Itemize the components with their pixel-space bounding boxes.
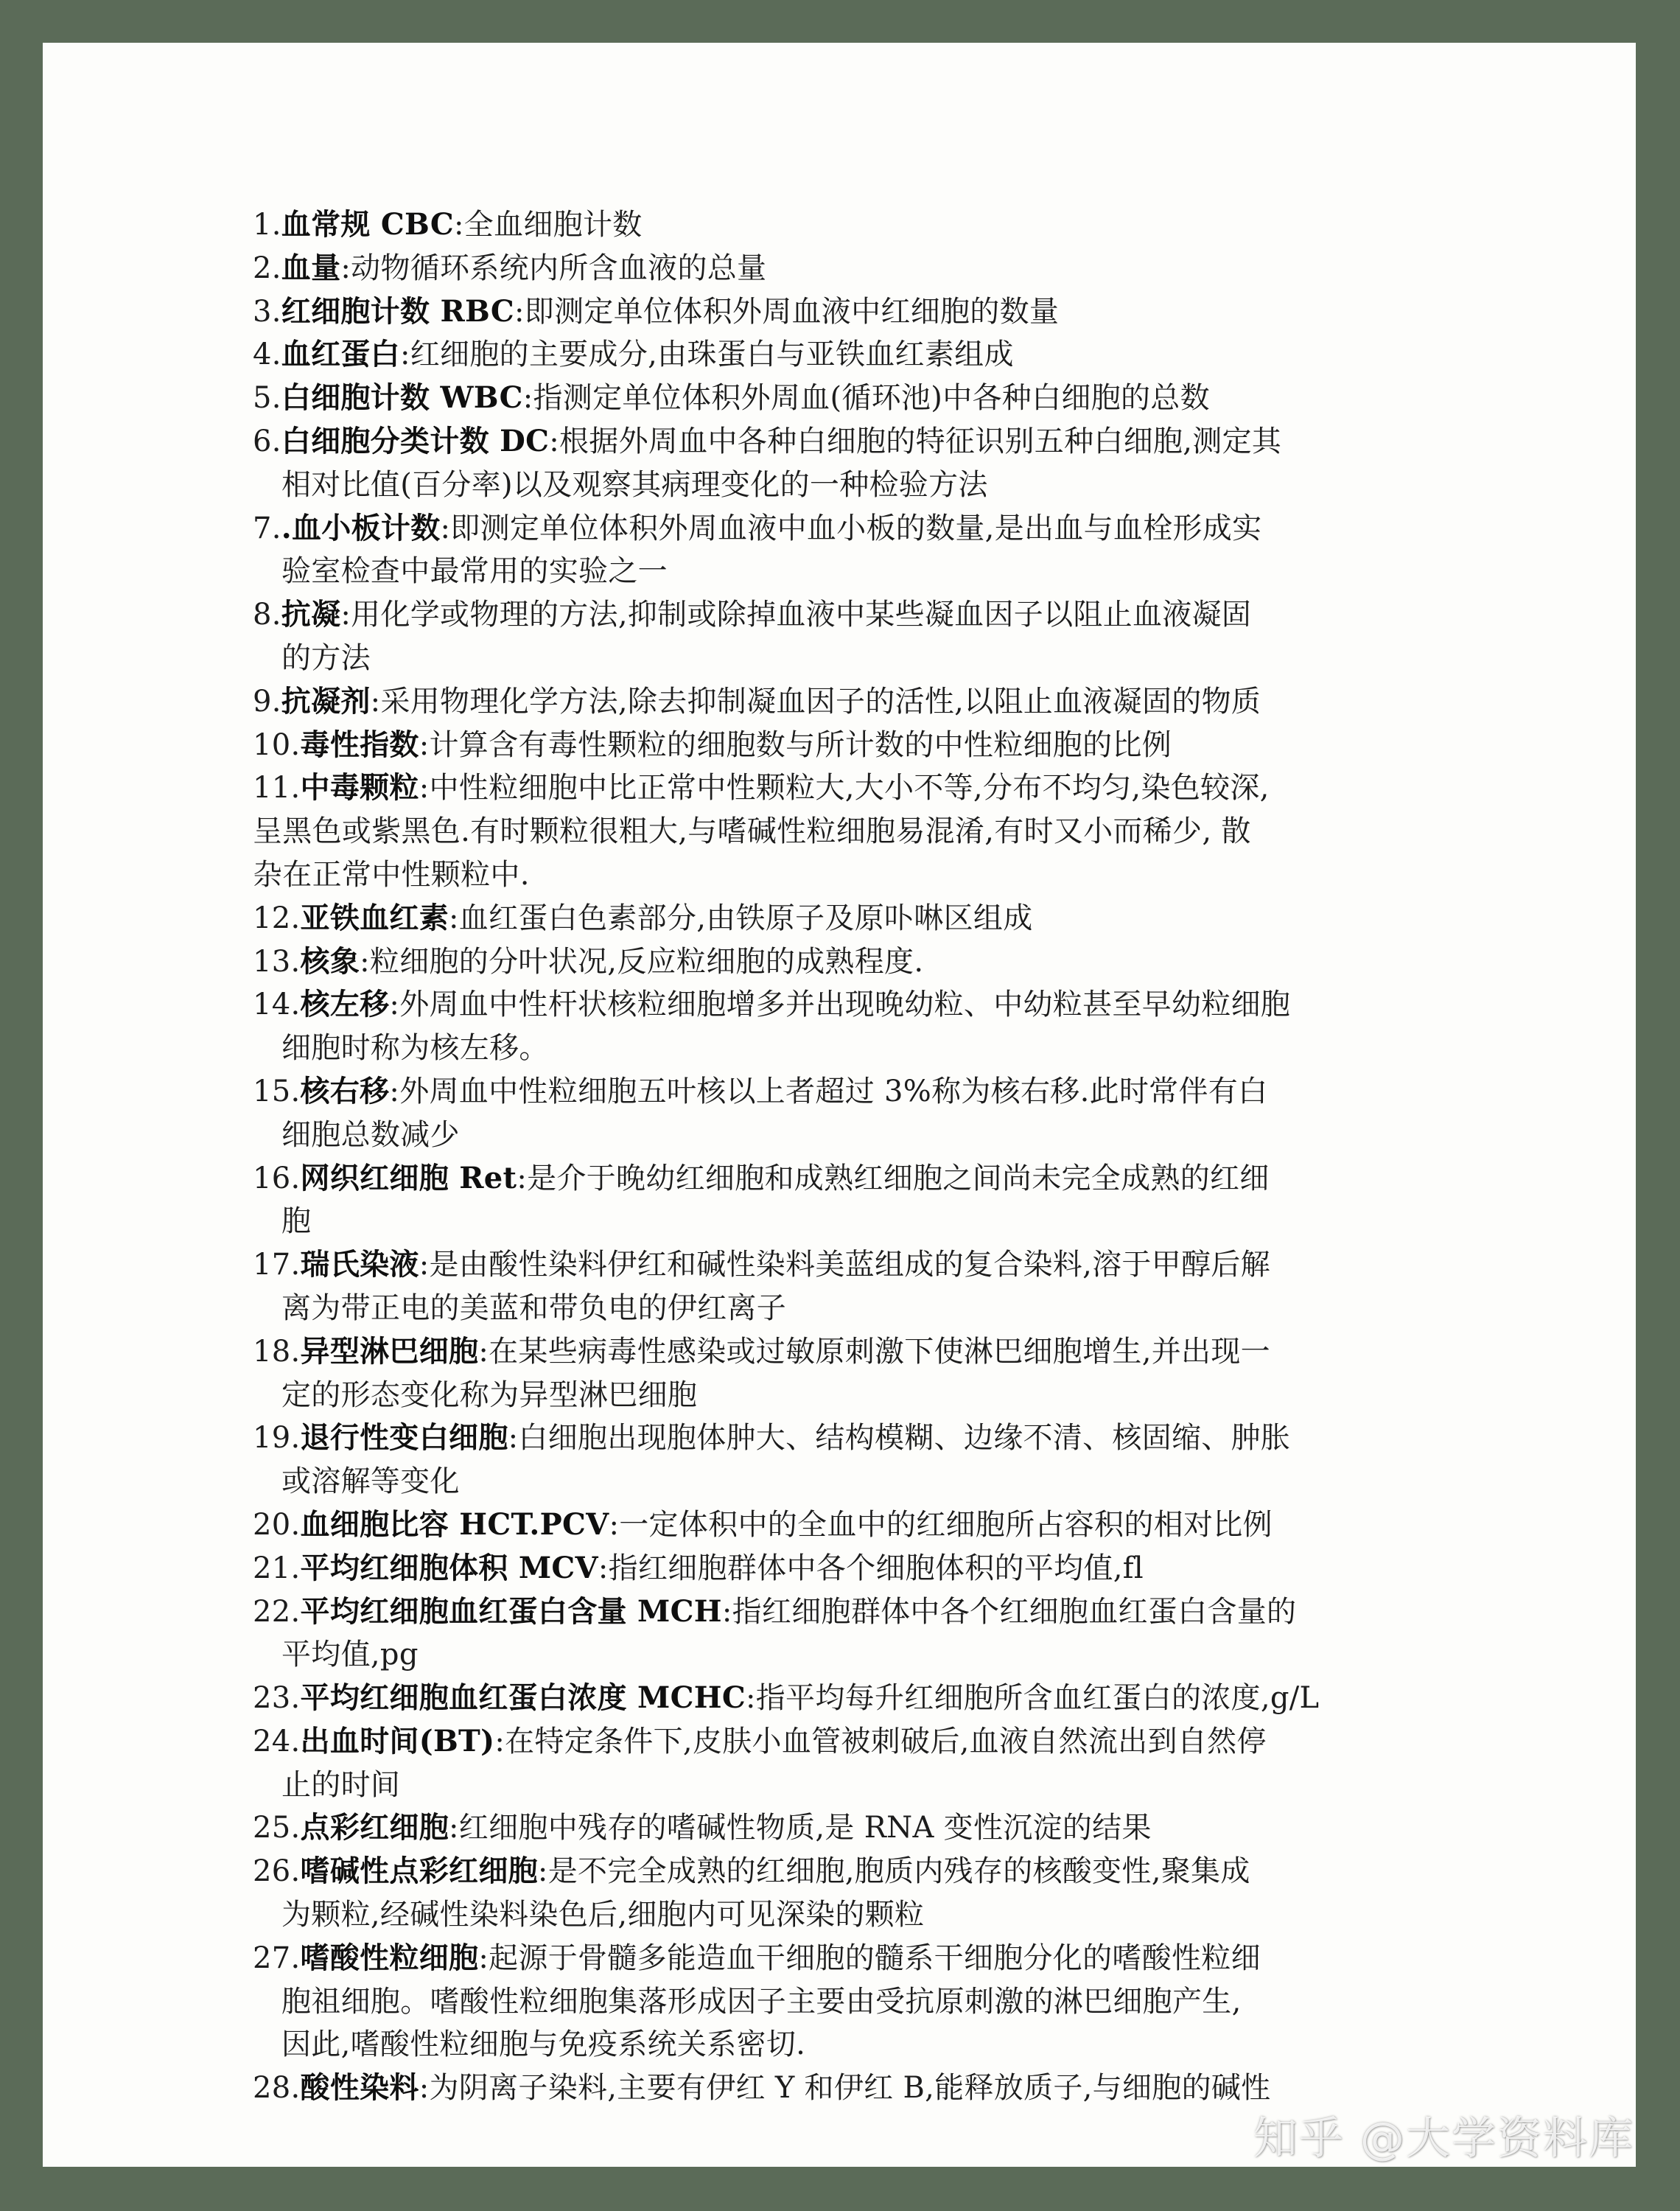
item-definition: :粒细胞的分叶状况,反应粒细胞的成熟程度.: [360, 944, 924, 979]
item-definition: :指红细胞群体中各个细胞体积的平均值,fl: [598, 1551, 1144, 1585]
glossary-item: [253, 1070, 1520, 1157]
item-definition-continued: 平均值,pg: [281, 1638, 419, 1672]
glossary-item: [253, 593, 1520, 680]
item-definition: :根据外周血中各种白细胞的特征识别五种白细胞,测定其: [549, 424, 1282, 458]
zhihu-watermark: 知乎 @大学资料库: [1253, 2113, 1634, 2165]
glossary-item-first-line: [253, 1330, 1520, 1374]
item-number: 27.: [253, 1941, 301, 1975]
item-term: 血常规 CBC: [281, 207, 455, 242]
item-term: 出血时间(BT): [300, 1723, 495, 1758]
glossary-item-first-line: [253, 1417, 1520, 1460]
item-term: 嗜碱性点彩红细胞: [300, 1854, 538, 1889]
item-term: 血红蛋白: [281, 337, 400, 372]
item-term: 平均红细胞血红蛋白含量 MCH: [300, 1593, 722, 1629]
glossary-item: [253, 1547, 1520, 1590]
item-term: 核象: [300, 943, 360, 979]
item-term: 核左移: [300, 987, 390, 1022]
glossary-item: [253, 290, 1520, 334]
item-number: 20.: [253, 1507, 301, 1542]
item-definition: :在某些病毒性感染或过敏原刺激下使淋巴细胞增生,并出现一: [478, 1334, 1270, 1369]
glossary-item: [253, 507, 1520, 594]
item-definition: :起源于骨髓多能造血干细胞的髓系干细胞分化的嗜酸性粒细: [478, 1941, 1261, 1975]
item-definition-continued: 的方法: [281, 640, 371, 675]
item-term: 毒性指数: [300, 727, 419, 762]
glossary-item: [253, 1157, 1520, 1244]
glossary-item: [253, 1243, 1520, 1330]
item-definition-continued: 相对比值(百分率)以及观察其病理变化的一种检验方法: [281, 467, 988, 502]
item-definition: :是不完全成熟的红细胞,胞质内残存的核酸变性,聚集成: [537, 1854, 1250, 1889]
item-term: 亚铁血红素: [300, 900, 449, 935]
item-definition: :用化学或物理的方法,抑制或除掉血液中某些凝血因子以阻止血液凝固: [340, 598, 1252, 632]
item-definition: :指测定单位体积外周血(循环池)中各种白细胞的总数: [522, 381, 1210, 416]
glossary-item-first-line: [253, 333, 1520, 377]
item-number: 10.: [253, 727, 301, 762]
item-definition-continued: 细胞总数减少: [281, 1117, 460, 1152]
glossary-item: [253, 724, 1520, 767]
item-number: 26.: [253, 1854, 301, 1889]
item-definition-continued: 呈黑色或紫黑色.有时颗粒很粗大,与嗜碱性粒细胞易混淆,有时又小而稀少, 散: [253, 814, 1251, 849]
glossary-item: [253, 1806, 1520, 1850]
item-definition-continued: 或溶解等变化: [281, 1464, 460, 1499]
glossary-item-first-line: [253, 680, 1520, 724]
glossary-item-first-line: [253, 1590, 1520, 1634]
item-term: 红细胞计数 RBC: [281, 293, 515, 329]
item-number: 7.: [253, 511, 281, 545]
item-term: 网织红细胞 Ret: [300, 1160, 517, 1195]
item-number: 15.: [253, 1074, 301, 1108]
item-definition-continued: 为颗粒,经碱性染料染色后,细胞内可见深染的颗粒: [281, 1898, 925, 1932]
glossary-item: [253, 1937, 1520, 2067]
item-number: 19.: [253, 1421, 301, 1456]
item-number: 17.: [253, 1248, 301, 1282]
item-term: 退行性变白细胞: [300, 1420, 508, 1456]
item-definition-continued: 验室检查中最常用的实验之一: [281, 554, 668, 589]
item-term: .血小板计数: [281, 510, 441, 545]
item-definition-continued: 止的时间: [281, 1767, 401, 1802]
item-definition: :在特定条件下,皮肤小血管被刺破后,血液自然流出到自然停: [494, 1724, 1267, 1758]
glossary-item: [253, 1503, 1520, 1547]
glossary-item-first-line: [253, 1806, 1520, 1850]
item-definition: :外周血中性杆状核粒细胞增多并出现晚幼粒、中幼粒甚至早幼粒细胞: [389, 988, 1291, 1022]
item-definition: :中性粒细胞中比正常中性颗粒大,大小不等,分布不均匀,染色较深,: [419, 771, 1270, 806]
item-term: 异型淋巴细胞: [300, 1333, 479, 1369]
item-number: 16.: [253, 1161, 301, 1195]
item-definition-continued: 定的形态变化称为异型淋巴细胞: [281, 1377, 698, 1412]
item-term: 中毒颗粒: [300, 770, 419, 806]
glossary-item: [253, 203, 1520, 247]
item-number: 9.: [253, 684, 281, 719]
item-number: 1.: [253, 208, 281, 242]
glossary-item: [253, 897, 1520, 940]
glossary-item-first-line: [253, 1157, 1520, 1201]
item-term: 抗凝: [281, 597, 341, 632]
item-definition: :红细胞中残存的嗜碱性物质,是 RNA 变性沉淀的结果: [449, 1811, 1152, 1845]
item-term: 白细胞分类计数 DC: [281, 423, 550, 458]
item-term: 白细胞计数 WBC: [281, 380, 523, 416]
glossary-item-first-line: [253, 507, 1520, 551]
glossary-item-first-line: [253, 1547, 1520, 1590]
glossary-item: [253, 333, 1520, 377]
glossary-item-first-line: [253, 897, 1520, 940]
item-number: 18.: [253, 1334, 301, 1369]
item-term: 血细胞比容 HCT.PCV: [300, 1506, 609, 1542]
item-definition: :即测定单位体积外周血液中血小板的数量,是出血与血栓形成实: [440, 511, 1262, 545]
item-term: 瑞氏染液: [300, 1247, 419, 1282]
item-definition: :动物循环系统内所含血液的总量: [340, 251, 767, 285]
item-term: 平均红细胞体积 MCV: [300, 1550, 598, 1585]
item-number: 8.: [253, 598, 281, 632]
item-term: 血量: [281, 250, 341, 285]
item-number: 24.: [253, 1724, 301, 1758]
item-number: 14.: [253, 988, 301, 1022]
item-number: 6.: [253, 424, 281, 458]
item-definition-continued: 因此,嗜酸性粒细胞与免疫系统关系密切.: [281, 2027, 806, 2062]
glossary-item-first-line: [253, 420, 1520, 464]
item-definition: :是介于晚幼红细胞和成熟红细胞之间尚未完全成熟的红细: [517, 1161, 1270, 1195]
glossary-item: [253, 1417, 1520, 1503]
item-definition-continued: 离为带正电的美蓝和带负电的伊红离子: [281, 1290, 787, 1325]
item-definition: :计算含有毒性颗粒的细胞数与所计数的中性粒细胞的比例: [419, 727, 1172, 762]
item-definition: :一定体积中的全血中的红细胞所占容积的相对比例: [609, 1507, 1273, 1542]
glossary-item: [253, 420, 1520, 507]
item-definition: :为阴离子染料,主要有伊红 Y 和伊红 B,能释放质子,与细胞的碱性: [419, 2071, 1271, 2106]
glossary-item: [253, 766, 1520, 896]
glossary-item-first-line: [253, 1503, 1520, 1547]
glossary-item: [253, 1850, 1520, 1937]
glossary-item: [253, 983, 1520, 1070]
item-definition: :采用物理化学方法,除去抑制凝血因子的活性,以阻止血液凝固的物质: [370, 684, 1261, 719]
glossary-item-first-line: [253, 203, 1520, 247]
item-number: 3.: [253, 294, 281, 329]
item-definition: :指红细胞群体中各个红细胞血红蛋白含量的: [721, 1594, 1297, 1629]
glossary-item: [253, 940, 1520, 984]
glossary-item: [253, 1720, 1520, 1807]
item-definition-continued: 胞: [281, 1204, 312, 1239]
item-definition: :即测定单位体积外周血液中红细胞的数量: [514, 294, 1060, 329]
glossary-item-first-line: [253, 1677, 1520, 1720]
item-definition-continued: 细胞时称为核左移。: [281, 1031, 549, 1066]
item-definition: :指平均每升红细胞所含血红蛋白的浓度,g/L: [745, 1681, 1320, 1716]
glossary-item: [253, 377, 1520, 420]
glossary-item: [253, 247, 1520, 290]
glossary-item-first-line: [253, 983, 1520, 1027]
item-term: 嗜酸性粒细胞: [300, 1940, 479, 1975]
glossary-item: [253, 1330, 1520, 1417]
item-definition: :血红蛋白色素部分,由铁原子及原卟啉区组成: [449, 901, 1033, 935]
glossary-item: [253, 1677, 1520, 1720]
item-number: 22.: [253, 1594, 301, 1629]
item-term: 平均红细胞血红蛋白浓度 MCHC: [300, 1680, 746, 1716]
glossary-item-first-line: [253, 766, 1520, 810]
glossary-item: [253, 680, 1520, 724]
item-term: 抗凝剂: [281, 683, 371, 719]
item-definition: :是由酸性染料伊红和碱性染料美蓝组成的复合染料,溶于甲醇后解: [419, 1248, 1270, 1282]
document-page: [43, 43, 1636, 2167]
item-number: 5.: [253, 381, 281, 416]
item-number: 2.: [253, 251, 281, 285]
glossary-item-first-line: [253, 1243, 1520, 1287]
item-definition: :外周血中性粒细胞五叶核以上者超过 3%称为核右移.此时常伴有白: [389, 1074, 1268, 1108]
item-number: 21.: [253, 1551, 301, 1585]
item-definition-continued: 胞祖细胞。嗜酸性粒细胞集落形成因子主要由受抗原刺激的淋巴细胞产生,: [281, 1984, 1242, 2019]
glossary-list: [253, 203, 1520, 2110]
glossary-item: [253, 1590, 1520, 1677]
item-definition: :全血细胞计数: [454, 208, 643, 242]
glossary-item-first-line: [253, 290, 1520, 334]
glossary-item-first-line: [253, 1720, 1520, 1764]
glossary-item-first-line: [253, 1070, 1520, 1114]
item-number: 11.: [253, 771, 301, 806]
item-term: 酸性染料: [300, 2070, 419, 2106]
glossary-item-first-line: [253, 247, 1520, 290]
item-definition: :红细胞的主要成分,由珠蛋白与亚铁血红素组成: [399, 338, 1014, 372]
item-number: 4.: [253, 338, 281, 372]
glossary-item-first-line: [253, 1850, 1520, 1893]
item-number: 28.: [253, 2071, 301, 2106]
glossary-item-first-line: [253, 593, 1520, 637]
item-number: 13.: [253, 944, 301, 979]
glossary-item-first-line: [253, 1937, 1520, 1980]
item-number: 25.: [253, 1811, 301, 1845]
item-term: 点彩红细胞: [300, 1810, 449, 1845]
item-number: 12.: [253, 901, 301, 935]
item-definition: :白细胞出现胞体肿大、结构模糊、边缘不清、核固缩、肿胀: [508, 1421, 1291, 1456]
item-number: 23.: [253, 1681, 301, 1716]
glossary-item-first-line: [253, 377, 1520, 420]
glossary-item-first-line: [253, 940, 1520, 984]
glossary-item-first-line: [253, 724, 1520, 767]
item-term: 核右移: [300, 1073, 390, 1108]
item-definition-continued: 杂在正常中性颗粒中.: [253, 857, 530, 892]
